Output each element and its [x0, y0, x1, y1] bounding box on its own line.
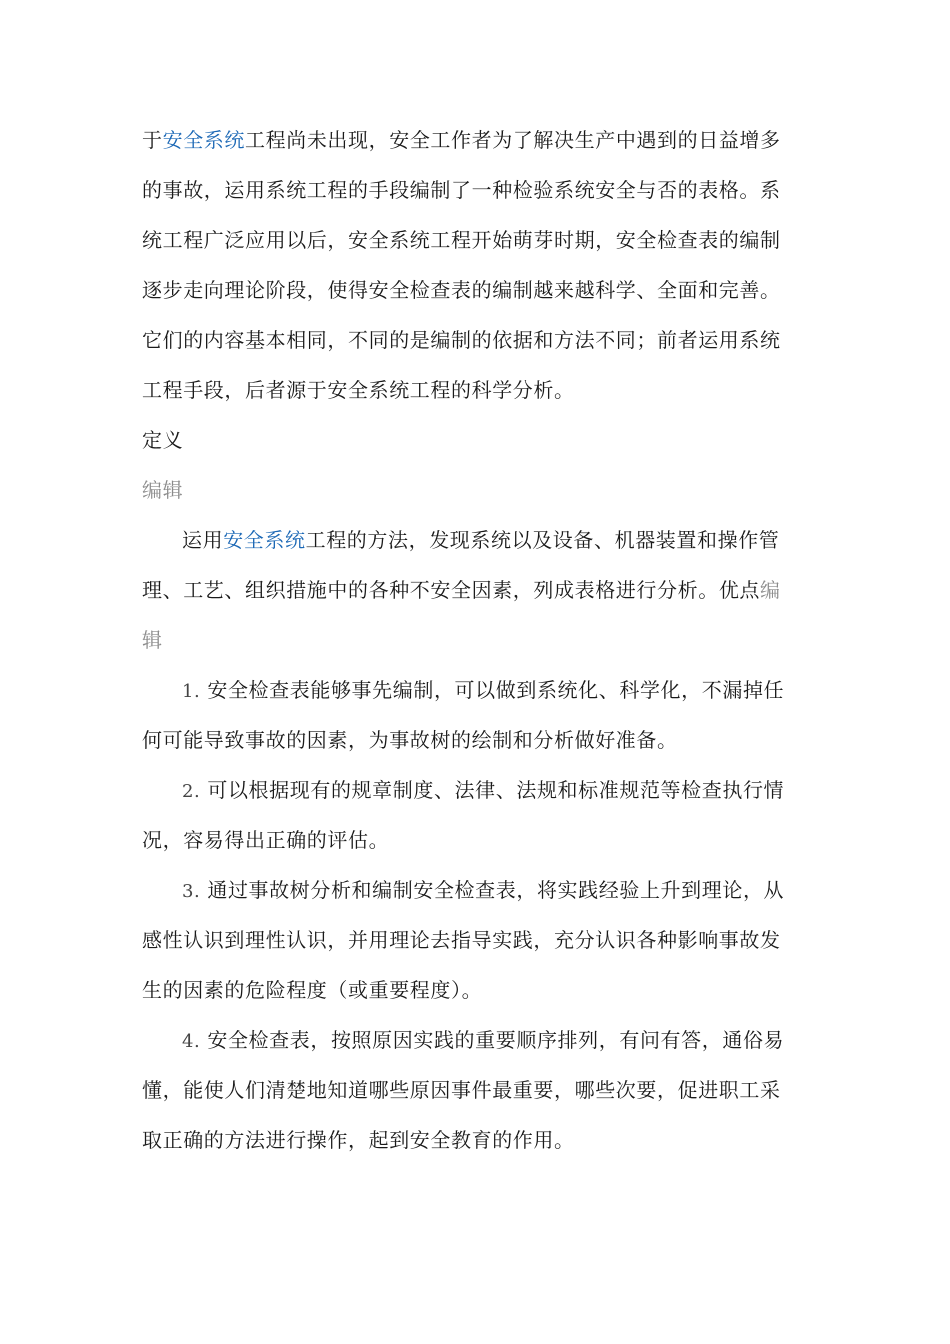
list-item-line: 取正确的方法进行操作，起到安全教育的作用。: [142, 1128, 575, 1152]
intro-line: [142, 115, 812, 165]
list-item-line: [142, 865, 812, 915]
intro-line: 工程手段，后者源于安全系统工程的科学分析。: [142, 378, 575, 402]
document-page: [142, 115, 812, 1165]
safety-system-link[interactable]: 安全系统: [162, 128, 246, 152]
definition-text: 运用: [182, 528, 224, 552]
safety-system-link[interactable]: 安全系统: [223, 528, 306, 552]
list-item-text: 安全检查表，按照原因实践的重要顺序排列，有问有答，通俗易: [207, 1028, 785, 1052]
list-item-text: 通过事故树分析和编制安全检查表，将实践经验上升到理论，从: [207, 878, 785, 902]
intro-text: 工程尚未出现，安全工作者为了解决生产中遇到的日益增多: [245, 128, 781, 152]
definition-text: 工程的方法，发现系统以及设备、机器装置和操作管: [305, 528, 780, 552]
list-item-number: 2.: [182, 781, 201, 802]
advantages-edit-link[interactable]: 编: [760, 578, 781, 602]
list-item-number: 3.: [182, 881, 201, 902]
advantages-edit-link[interactable]: 辑: [142, 628, 163, 652]
list-item-line: 何可能导致事故的因素，为事故树的绘制和分析做好准备。: [142, 728, 678, 752]
definition-line: [142, 565, 812, 615]
intro-text: 于: [142, 128, 163, 152]
list-item-line: [142, 1015, 812, 1065]
definition-edit-link[interactable]: 编辑: [142, 478, 184, 502]
list-item-line: 况，容易得出正确的评估。: [142, 828, 390, 852]
intro-line: 的事故，运用系统工程的手段编制了一种检验系统安全与否的表格。系: [142, 178, 781, 202]
intro-line: 它们的内容基本相同，不同的是编制的依据和方法不同；前者运用系统: [142, 328, 781, 352]
list-item-number: 4.: [182, 1031, 201, 1052]
list-item-line: 懂，能使人们清楚地知道哪些原因事件最重要，哪些次要，促进职工采: [142, 1078, 781, 1102]
intro-line: 逐步走向理论阶段，使得安全检查表的编制越来越科学、全面和完善。: [142, 278, 781, 302]
list-item-number: 1.: [182, 681, 201, 702]
advantages-heading: 优点: [718, 578, 761, 602]
list-item-line: 生的因素的危险程度（或重要程度）。: [142, 978, 483, 1002]
list-item-text: 可以根据现有的规章制度、法律、法规和标准规范等检查执行情: [207, 778, 785, 802]
definition-heading: 定义: [142, 428, 184, 452]
intro-line: 统工程广泛应用以后，安全系统工程开始萌芽时期，安全检查表的编制: [142, 228, 781, 252]
list-item-line: [142, 665, 812, 715]
list-item-line: [142, 765, 812, 815]
definition-line: [142, 515, 812, 565]
list-item-line: 感性认识到理性认识，并用理论去指导实践，充分认识各种影响事故发: [142, 928, 781, 952]
list-item-text: 安全检查表能够事先编制，可以做到系统化、科学化，不漏掉任: [207, 678, 785, 702]
definition-text: 理、工艺、组织措施中的各种不安全因素，列成表格进行分析。: [142, 578, 719, 602]
